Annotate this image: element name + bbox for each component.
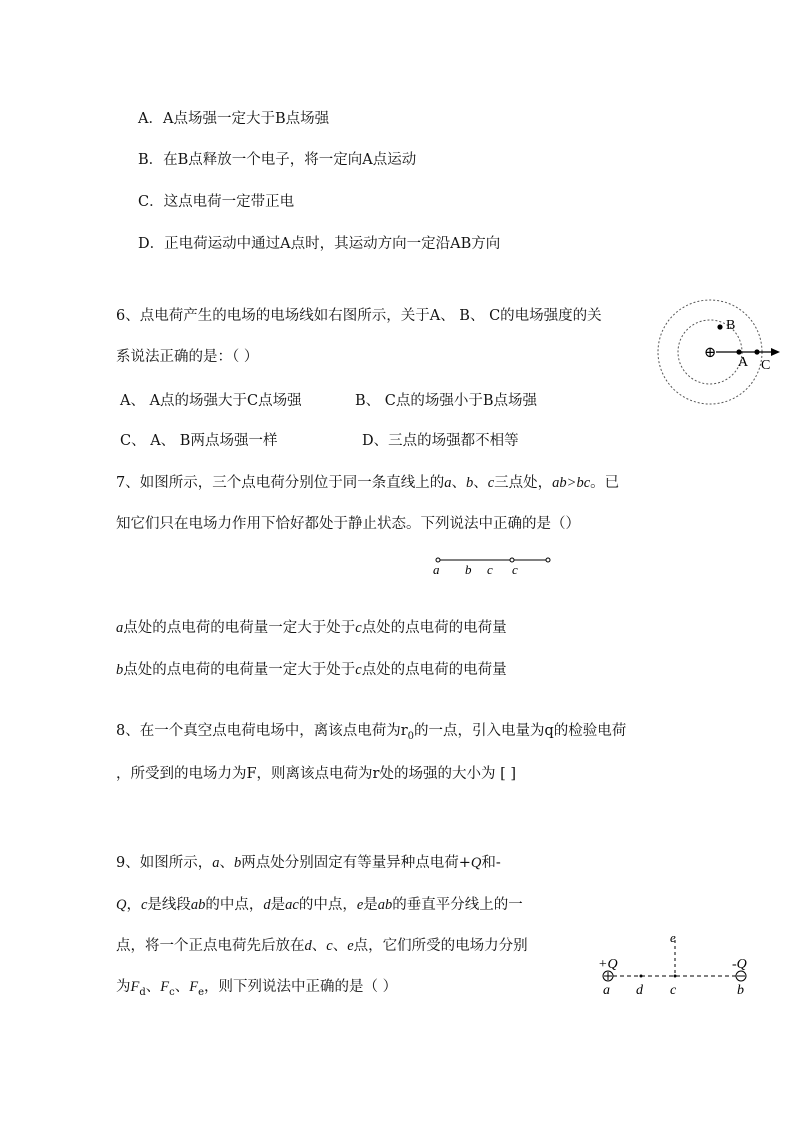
q9-charges-figure xyxy=(596,930,766,1000)
label-b: B xyxy=(726,318,736,333)
point-d xyxy=(640,975,643,978)
q7-line-figure xyxy=(430,552,560,582)
q9-stem-line4: 为$F_d$、$F_c$、$F_e$，则下列说法中正确的是（ ） xyxy=(116,979,398,998)
q8-stem-line1: 8、在一个真空点电荷电场中，离该点电荷为$r_0$的一点，引入电量为q的检验电荷 xyxy=(116,723,627,742)
q8-stem-line2: ，所受到的电场力为F，则离该点电荷为r处的场强的大小为 [ ] xyxy=(116,766,517,782)
label-c1: c xyxy=(487,562,493,577)
label-c: c xyxy=(670,983,677,998)
q6-stem-line1: 6、点电荷产生的电场的电场线如右图所示，关于A、 B、 C的电场强度的关 xyxy=(116,308,602,324)
label-d: d xyxy=(636,983,643,998)
q7-statement-1: a点处的点电荷的电荷量一定大于处于c点处的点电荷的电荷量 xyxy=(116,620,507,636)
q6-field-figure xyxy=(650,300,790,410)
q9-stem-line1: 9、如图所示，a、b两点处分别固定有等量异种点电荷+Q和- xyxy=(116,855,501,871)
q7-statement-2: b点处的点电荷的电荷量一定大于处于c点处的点电荷的电荷量 xyxy=(116,662,507,678)
point-b xyxy=(717,324,722,329)
q6-option-a: A、 A点的场强大于C点场强 xyxy=(120,393,302,409)
label-c: C xyxy=(761,358,771,373)
q5-option-c: C．这点电荷一定带正电 xyxy=(138,194,295,210)
positive-charge-icon: ⊕ xyxy=(703,345,717,361)
label-b: b xyxy=(465,562,472,577)
q7-stem-line1: 7、如图所示，三个点电荷分别位于同一条直线上的a、b、c三点处，ab>bc。已 xyxy=(116,475,620,491)
label-e: e xyxy=(670,930,676,945)
label-c2: c xyxy=(512,562,518,577)
q6-option-b: B、 C点的场强小于B点场强 xyxy=(355,393,538,409)
point-c xyxy=(674,975,677,978)
q5-option-d: D．正电荷运动中通过A点时，其运动方向一定沿AB方向 xyxy=(138,236,501,252)
q5-option-b: B．在B点释放一个电子，将一定向A点运动 xyxy=(138,152,417,168)
q9-stem-line2: Q，c是线段ab的中点，d是ac的中点，e是ab的垂直平分线上的一 xyxy=(116,897,523,913)
q6-stem-line2: 系说法正确的是：（ ） xyxy=(116,349,259,365)
q9-stem-line3: 点，将一个正点电荷先后放在d、c、e点，它们所受的电场力分别 xyxy=(116,938,528,954)
q6-option-c: C、 A、 B两点场强一样 xyxy=(120,433,278,449)
label-minus-q: -Q xyxy=(732,957,747,972)
point-a xyxy=(736,349,741,354)
label-a: a xyxy=(603,983,610,998)
point-end xyxy=(546,558,550,562)
q6-option-d: D、三点的场强都不相等 xyxy=(362,433,519,449)
label-a: a xyxy=(433,562,440,577)
label-plus-q: +Q xyxy=(598,957,618,972)
point-c xyxy=(754,349,759,354)
label-b: b xyxy=(737,983,744,998)
q5-option-a: A．A点场强一定大于B点场强 xyxy=(138,111,330,127)
field-line-arrow-icon xyxy=(771,348,780,356)
q7-stem-line2: 知它们只在电场力作用下恰好都处于静止状态。下列说法中正确的是（） xyxy=(116,516,580,532)
label-a: A xyxy=(738,355,749,370)
